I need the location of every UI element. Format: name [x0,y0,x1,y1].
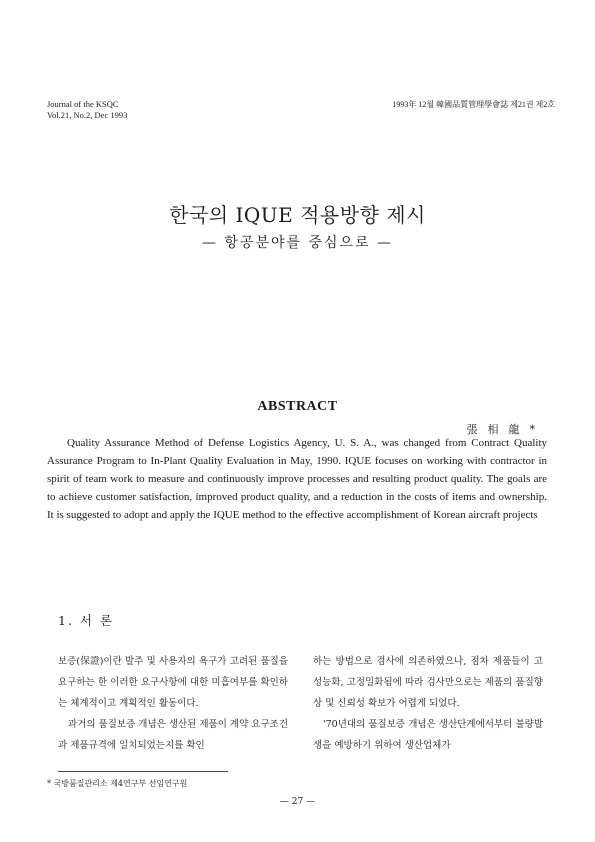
author: 張相龍* [466,423,545,436]
footnote: * 국방품질관리소 제4연구부 선임연구원 [47,779,188,788]
issue-info: 1993年 12월 韓國品質管理學會誌 제21권 제2호 [392,100,555,109]
journal-name: Journal of the KSQC [47,99,119,109]
paper-subtitle: — 항공분야를 중심으로 — [201,235,394,251]
section-heading: 1. 서 론 [58,613,115,628]
body-paragraph: '70년대의 품질보증 개념은 생산단계에서부터 불량발생을 예방하기 위하여 생산업체가 [313,719,543,751]
abstract-heading: ABSTRACT [257,399,338,414]
abstract-text: Quality Assurance Method of Defense Logistics Agency, U. S. A., was changed from Contract Quality Assurance Program to In-Plant Quality Evaluation in May, 1990. IQUE focuses on working with contractor in spirit of team work to measure and continuously improve processes and resulting product quality. The goals are to achieve customer satisfaction, improved product quality, and a reduction in the costs of items and ownership. It is suggested to adopt and apply the IQUE method to the effective accomplishment of Korean aircraft projects [47,437,547,521]
body-column-left [58,651,288,756]
journal-volume: Vol.21, No.2, Dec 1993 [47,110,128,120]
paper-title: 한국의 IQUE 적용방향 제시 [169,203,426,227]
page-number: — 27 — [279,797,316,807]
body-paragraph: 하는 방법으로 검사에 의존하였으나, 점차 제품들이 고성능화, 고정밀화됨에 따라 검사만으로는 제품의 품질향상 및 신뢰성 확보가 어렵게 되었다. [313,656,543,709]
body-paragraph: 과거의 품질보증 개념은 생산된 제품이 계약 요구조건과 제품규격에 일치되었는지를 확인 [58,719,289,751]
body-paragraph: 보증(保證)이란 발주 및 사용자의 욕구가 고려된 품질을 요구하는 한 이러한 요구사항에 대한 미흡여부를 확인하는 체계적이고 계획적인 활동이다. [58,656,288,709]
body-column-right [313,651,543,756]
footnote-rule [58,771,228,772]
journal-info [47,99,127,121]
